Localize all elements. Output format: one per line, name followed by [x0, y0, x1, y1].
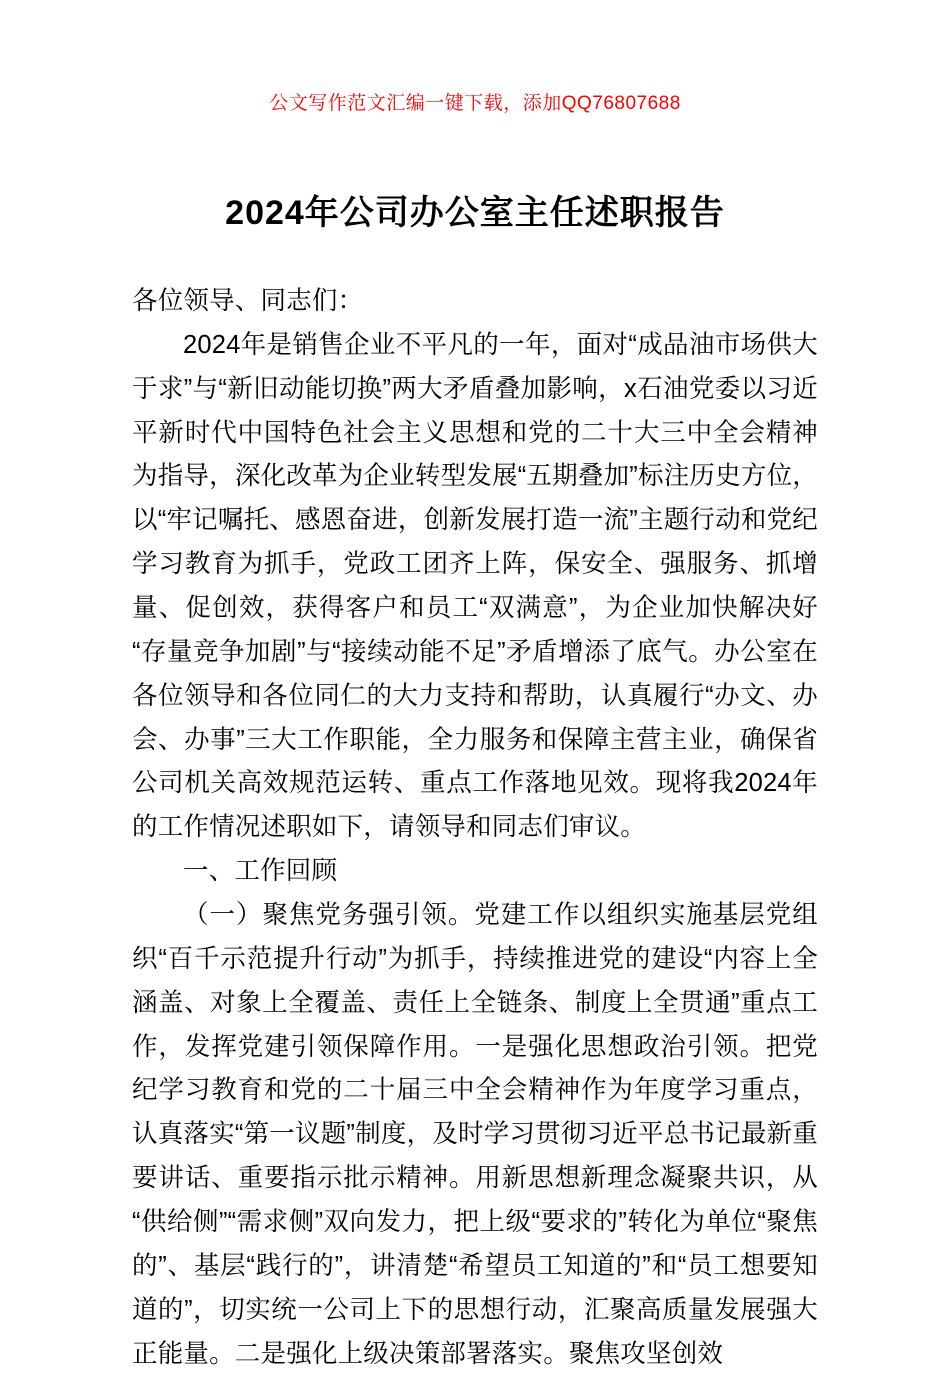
document-body — [132, 280, 818, 1376]
watermark-text: 公文写作范文汇编一键下载，添加QQ76807688 — [269, 93, 681, 114]
paragraph-section-one-a: （一）聚焦党务强引领。党建工作以组织实施基层党组织“百千示范提升行动”为抓手，持续推进党的建设“内容上全涵盖、对象上全覆盖、责任上全链条、制度上全贯通”重点工作，发挥党建引领保障作用。一是强化思想政治引领。把党纪学习教育和党的二十届三中全会精神作为年度学习重点，认真落实“第一议题”制度，及时学习贯彻习近平总书记最新重要讲话、重要指示批示精神。用新思想新理念凝聚共识，从“供给侧”“需求侧”双向发力，把上级“要求的”转化为单位“聚焦的”、基层“践行的”，讲清楚“希望员工知道的”和“员工想要知道的”，切实统一公司上下的思想行动，汇聚高质量发展强大正能量。二是强化上级决策部署落实。聚焦攻坚创效 — [132, 901, 818, 1368]
paragraph-section-one-heading: 一、工作回顾 — [183, 857, 338, 886]
page-title: 2024年公司办公室主任述职报告 — [225, 194, 725, 232]
paragraph-salutation: 各位领导、同志们： — [132, 287, 364, 315]
paragraph-opening: 2024年是销售企业不平凡的一年，面对“成品油市场供大于求”与“新旧动能切换”两大矛盾叠加影响，x石油党委以习近平新时代中国特色社会主义思想和党的二十大三中全会精神为指导，深化改革为企业转型发展“五期叠加”标注历史方位，以“牢记嘱托、感恩奋进，创新发展打造一流”主题行动和党纪学习教育为抓手，党政工团齐上阵，保安全、强服务、抓增量、促创效，获得客户和员工“双满意”，为企业加快解决好“存量竞争加剧”与“接续动能不足”矛盾增添了底气。办公室在各位领导和各位同仁的大力支持和帮助，认真履行“办文、办会、办事”三大工作职能，全力服务和保障主营主业，确保省公司机关高效规范运转、重点工作落地见效。现将我2024年的工作情况述职如下，请领导和同志们审议。 — [132, 330, 818, 842]
